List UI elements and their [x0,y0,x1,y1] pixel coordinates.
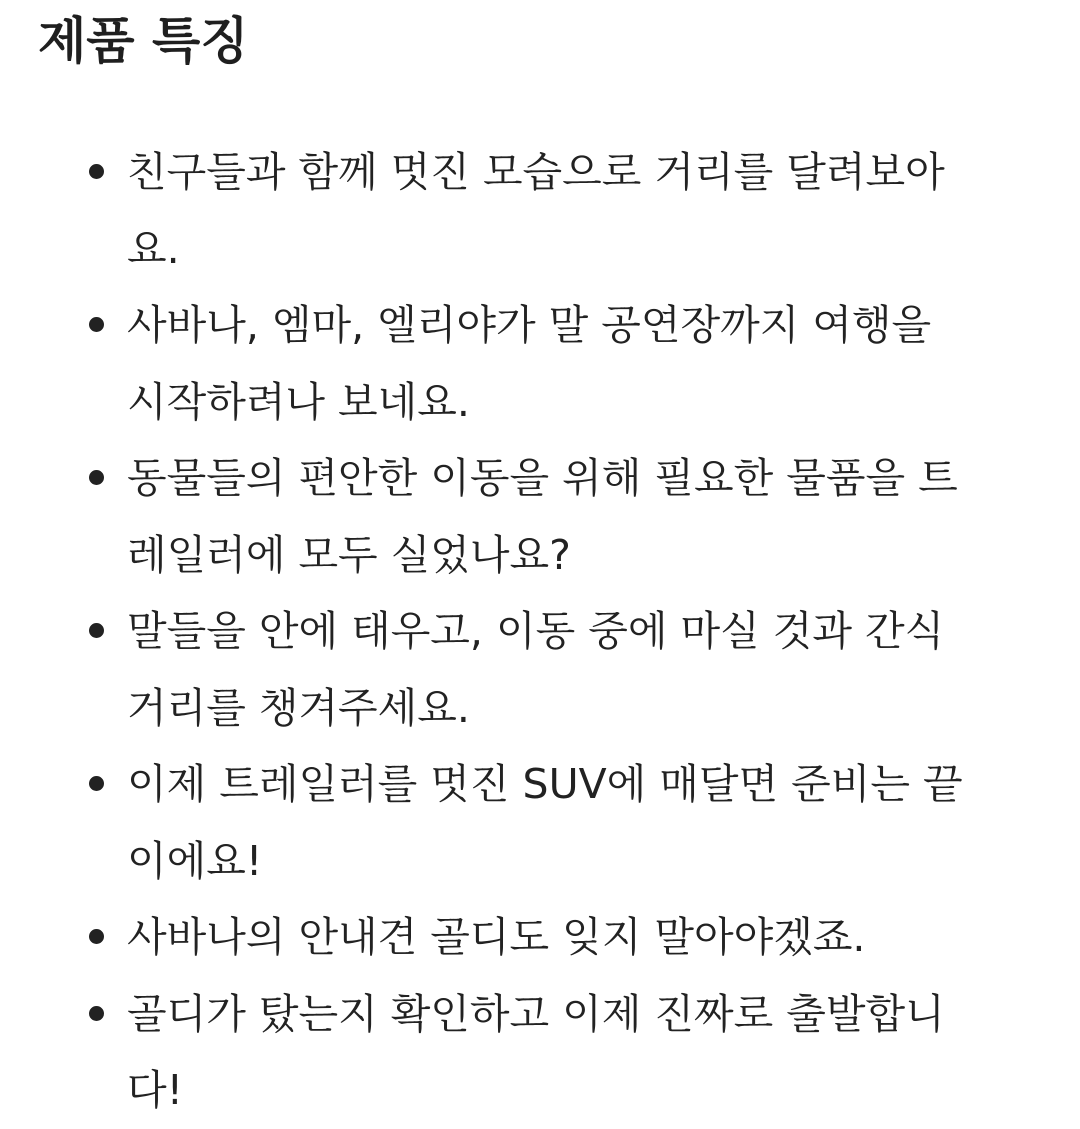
list-item [0,746,1080,899]
list-item-text: 시작하려나 보네요. [127,377,470,426]
feature-list [0,134,1080,1129]
list-item-text: 이에요! [127,836,263,885]
list-item-text: 골디가 탔는지 확인하고 이제 진짜로 출발합니 [127,989,945,1038]
list-item-text: 친구들과 함께 멋진 모습으로 거리를 달려보아 [127,148,945,196]
list-item-text: 동물들의 편안한 이동을 위해 필요한 물품을 트 [127,454,958,502]
bullet-icon [89,1006,104,1021]
list-item [0,976,1080,1129]
list-item [0,593,1080,746]
page-title: 제품 특징 [38,12,249,70]
list-item [0,134,1080,287]
bullet-icon [89,929,104,944]
bullet-icon [89,317,104,332]
list-item [0,440,1080,593]
list-item-text: 요. [127,224,180,273]
list-item-text: 다! [127,1066,184,1114]
list-item-text: 레일러에 모두 실었나요? [127,530,571,579]
list-item-text: 거리를 챙겨주세요. [127,683,470,732]
bullet-icon [89,164,104,179]
list-item-text: 말들을 안에 태우고, 이동 중에 마실 것과 간식 [127,607,945,655]
list-item [0,899,1080,976]
bullet-icon [89,470,104,485]
list-item-text: 이제 트레일러를 멋진 SUV에 매달면 준비는 끝 [127,760,963,808]
list-item [0,287,1080,440]
list-item-text: 사바나의 안내견 골디도 잊지 말아야겠죠. [127,913,866,961]
bullet-icon [89,776,104,791]
list-item-text: 사바나, 엠마, 엘리야가 말 공연장까지 여행을 [127,301,932,349]
bullet-icon [89,623,104,638]
